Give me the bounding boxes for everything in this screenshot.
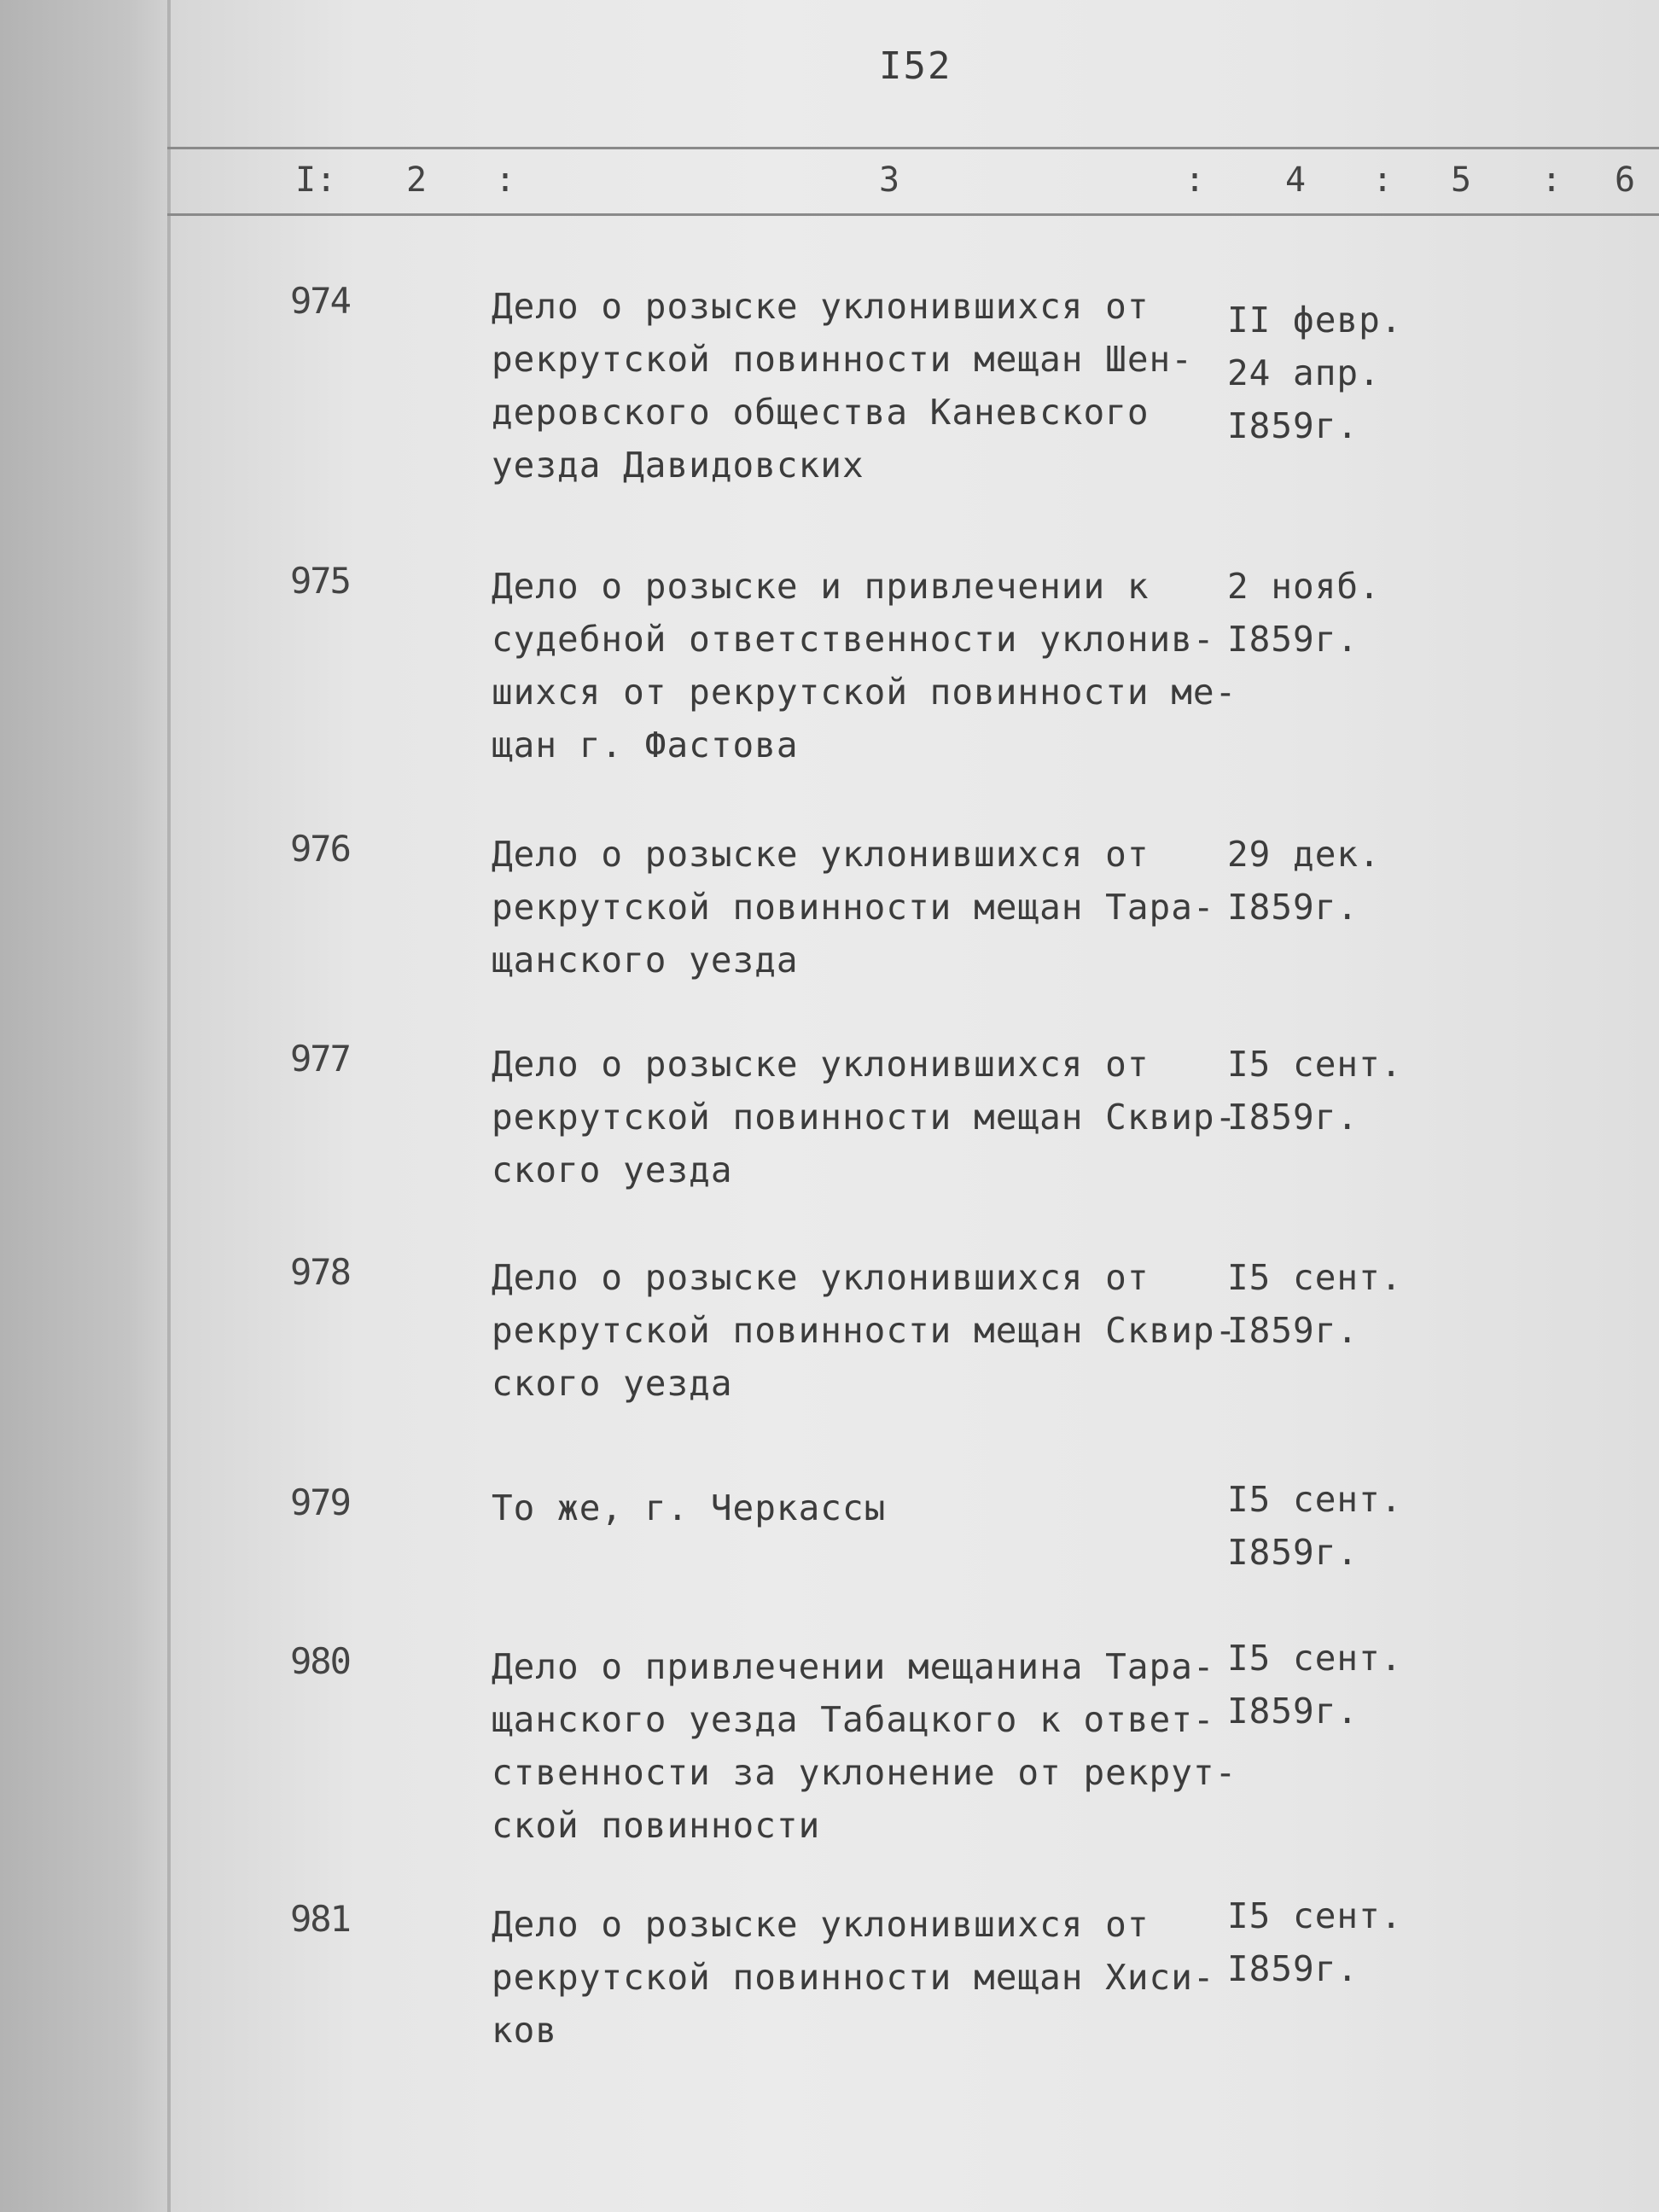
entry-description	[492, 1038, 1237, 1196]
col-header-5: 5	[1451, 160, 1472, 200]
description-line: ков	[492, 2010, 558, 2051]
entry-description	[492, 1898, 1234, 2057]
date-line: I5 сент.	[1227, 1638, 1403, 1679]
col-header-4: 4	[1285, 160, 1307, 200]
entry-date	[1227, 1632, 1402, 1738]
entry-description	[492, 280, 1234, 492]
description-line: рекрутской повинности мещан Шен-	[492, 339, 1193, 380]
description-line: ственности за уклонение от рекрут-	[492, 1752, 1237, 1793]
description-line: Дело о розыске уклонившихся от	[492, 834, 1150, 875]
date-line: 29 дек.	[1227, 834, 1381, 875]
date-line: I859г.	[1227, 405, 1359, 446]
entry-number: 978	[290, 1251, 350, 1293]
description-line: Дело о розыске уклонившихся от	[492, 1257, 1150, 1298]
date-line: I859г.	[1227, 887, 1359, 928]
description-line: Дело о привлечении мещанина Тара-	[492, 1646, 1215, 1687]
entry-date	[1227, 1038, 1402, 1144]
date-line: 2 нояб.	[1227, 566, 1381, 607]
date-line: II февр.	[1227, 300, 1403, 341]
page-binding-shadow	[0, 0, 171, 2212]
date-line: I5 сент.	[1227, 1895, 1403, 1936]
col-header-sep: :	[1541, 160, 1563, 200]
header-rule-bottom	[167, 213, 1659, 216]
entry-number: 975	[290, 560, 350, 602]
description-line: уезда Давидовских	[492, 445, 864, 486]
entry-number: 974	[290, 280, 350, 322]
description-line: рекрутской повинности мещан Хиси-	[492, 1957, 1215, 1998]
page-fold	[167, 0, 171, 2212]
description-line: То же, г. Черкассы	[492, 1487, 887, 1528]
description-line: ского уезда	[492, 1363, 733, 1404]
entry-description	[492, 560, 1237, 771]
description-line: щан г. Фастова	[492, 725, 799, 765]
entry-date	[1227, 1889, 1402, 1995]
description-line: рекрутской повинности мещан Тара-	[492, 887, 1215, 928]
date-line: I859г.	[1227, 1310, 1359, 1351]
description-line: рекрутской повинности мещан Сквир-	[492, 1310, 1237, 1351]
entry-description	[492, 1640, 1237, 1852]
date-line: 24 апр.	[1227, 352, 1381, 393]
date-line: I5 сент.	[1227, 1479, 1403, 1520]
description-line: судебной ответственности уклонив-	[492, 619, 1215, 660]
entry-number: 976	[290, 828, 350, 870]
description-line: Дело о розыске уклонившихся от	[492, 286, 1150, 327]
date-line: I859г.	[1227, 1948, 1359, 1989]
header-rule-top	[167, 147, 1659, 149]
entry-date	[1227, 294, 1402, 452]
entry-number: 977	[290, 1038, 350, 1080]
date-line: I859г.	[1227, 1097, 1359, 1138]
description-line: Дело о розыске и привлечении к	[492, 566, 1150, 607]
entry-description	[492, 828, 1234, 987]
entry-date	[1227, 560, 1381, 666]
description-line: Дело о розыске уклонившихся от	[492, 1044, 1150, 1085]
date-line: I859г.	[1227, 1691, 1359, 1732]
col-header-sep: :	[1185, 160, 1206, 200]
col-header-2: 2	[406, 160, 428, 200]
col-header-sep: :	[1372, 160, 1394, 200]
entry-number: 979	[290, 1481, 350, 1523]
col-header-3: 3	[879, 160, 900, 200]
col-header-1: I:	[295, 160, 337, 200]
entry-description	[492, 1251, 1237, 1410]
col-header-sep: :	[495, 160, 516, 200]
entry-number: 980	[290, 1640, 350, 1682]
entry-date	[1227, 1251, 1402, 1357]
date-line: I5 сент.	[1227, 1044, 1403, 1085]
description-line: щанского уезда	[492, 940, 799, 981]
entry-date	[1227, 1473, 1402, 1579]
description-line: рекрутской повинности мещан Сквир-	[492, 1097, 1237, 1138]
entry-description	[492, 1481, 1234, 1534]
page-number: I52	[879, 44, 952, 88]
description-line: ской повинности	[492, 1805, 821, 1846]
entry-date	[1227, 828, 1381, 934]
description-line: шихся от рекрутской повинности ме-	[492, 672, 1237, 713]
entry-number: 981	[290, 1898, 350, 1940]
description-line: деровского общества Каневского	[492, 392, 1150, 433]
date-line: I5 сент.	[1227, 1257, 1403, 1298]
col-header-6: 6	[1615, 160, 1636, 200]
date-line: I859г.	[1227, 619, 1359, 660]
description-line: щанского уезда Табацкого к ответ-	[492, 1699, 1215, 1740]
description-line: Дело о розыске уклонившихся от	[492, 1904, 1150, 1945]
description-line: ского уезда	[492, 1150, 733, 1190]
date-line: I859г.	[1227, 1532, 1359, 1573]
